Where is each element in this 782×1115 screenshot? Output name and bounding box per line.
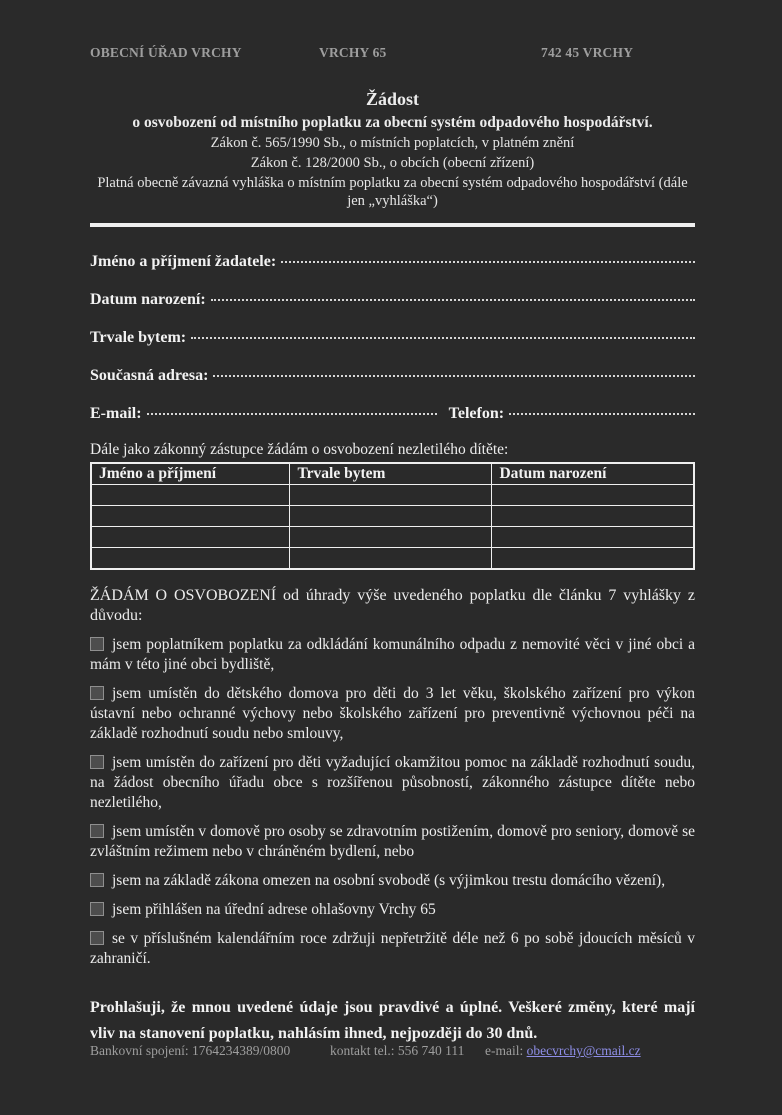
children-table-row	[91, 548, 694, 569]
footer-email-label: e-mail:	[485, 1043, 527, 1058]
permanent-address-label: Trvale bytem:	[90, 329, 187, 347]
checkbox[interactable]	[90, 755, 104, 769]
exemption-option-6	[90, 900, 695, 920]
guardian-intro-text: Dále jako zákonný zástupce žádám o osvobození nezletilého dítěte:	[90, 441, 509, 459]
field-current-address	[90, 365, 695, 386]
exemption-option-7	[90, 929, 695, 969]
exemption-option-6-label: jsem přihlášen na úřední adrese ohlašovny Vrchy 65	[112, 900, 436, 918]
header-address: VRCHY 65	[319, 45, 387, 60]
child-birthdate-cell[interactable]	[492, 506, 694, 527]
exemption-option-4-label: jsem umístěn v domově pro osoby se zdravotním postižením, domově pro seniory, domově se zvláštním režimem nebo v chráněném bydlení, nebo	[90, 822, 695, 860]
law-reference-1: Zákon č. 565/1990 Sb., o místních poplatcích, v platném znění	[210, 134, 575, 151]
exemption-option-4	[90, 822, 695, 862]
checkbox[interactable]	[90, 902, 104, 916]
applicant-name-fill-line[interactable]	[281, 261, 695, 263]
birth-date-label: Datum narození:	[90, 291, 206, 309]
permanent-address-fill-line[interactable]	[191, 337, 695, 339]
exemption-option-2	[90, 684, 695, 744]
exemption-option-1-label: jsem poplatníkem poplatku za odkládání komunálního odpadu z nemovité věci v jiné obci a mám v této jiné obci bydliště,	[90, 635, 695, 673]
child-address-cell[interactable]	[290, 527, 492, 548]
exemption-option-5-label: jsem na základě zákona omezen na osobní svobodě (s výjimkou trestu domácího vězení),	[112, 871, 666, 889]
checkbox[interactable]	[90, 873, 104, 887]
applicant-name-label: Jméno a příjmení žadatele:	[90, 253, 277, 271]
children-table-header-address: Trvale bytem	[290, 463, 492, 485]
applicant-fields	[90, 251, 695, 424]
declaration-text: Prohlašuji, že mnou uvedené údaje jsou pravdivé a úplné. Veškeré změny, které mají vliv na stanovení poplatku, nahlásím ihned, nejpozději do 30 dnů.	[90, 998, 695, 1042]
child-name-cell[interactable]	[91, 506, 290, 527]
field-birth-date	[90, 289, 695, 310]
field-permanent-address	[90, 327, 695, 348]
child-address-cell[interactable]	[290, 548, 492, 569]
children-table	[90, 462, 695, 570]
phone-label: Telefon:	[448, 405, 505, 423]
field-email-phone	[90, 403, 695, 424]
children-table-header-birthdate: Datum narození	[492, 463, 694, 485]
footer-bank-account: Bankovní spojení: 1764234389/0800	[90, 1043, 291, 1058]
children-table-row	[91, 527, 694, 548]
child-name-cell[interactable]	[91, 485, 290, 506]
field-applicant-name	[90, 251, 695, 272]
children-table-header-name: Jméno a příjmení	[91, 463, 290, 485]
child-birthdate-cell[interactable]	[492, 485, 694, 506]
footer-email	[485, 1043, 695, 1059]
document-subtitle: o osvobození od místního poplatku za obecní systém odpadového hospodářství.	[132, 113, 653, 131]
child-birthdate-cell[interactable]	[492, 527, 694, 548]
exemption-option-7-label: se v příslušném kalendářním roce zdržuji nepřetržitě déle než 6 po sobě jdoucích měsíců v zahraničí.	[90, 929, 695, 967]
children-table-row	[91, 485, 694, 506]
exemption-option-5	[90, 871, 695, 891]
header-postal-code: 742 45 VRCHY	[541, 45, 634, 60]
child-name-cell[interactable]	[91, 527, 290, 548]
child-birthdate-cell[interactable]	[492, 548, 694, 569]
header-office-name: OBECNÍ ÚŘAD VRCHY	[90, 45, 242, 60]
footer-email-link[interactable]: obecvrchy@cmail.cz	[526, 1043, 641, 1058]
email-fill-line[interactable]	[147, 413, 437, 415]
exemption-option-3	[90, 753, 695, 813]
document-header	[90, 45, 695, 61]
child-name-cell[interactable]	[91, 548, 290, 569]
decree-reference: Platná obecně závazná vyhláška o místním poplatku za obecní systém odpadového hospodářství (dále jen „vyhláška“)	[97, 175, 688, 210]
checkbox[interactable]	[90, 931, 104, 945]
exemption-intro-text: ŽÁDÁM O OSVOBOZENÍ od úhrady výše uvedeného poplatku dle článku 7 vyhlášky z důvodu:	[90, 586, 695, 624]
children-table-row	[91, 506, 694, 527]
title-block	[90, 88, 695, 210]
child-address-cell[interactable]	[290, 506, 492, 527]
child-address-cell[interactable]	[290, 485, 492, 506]
document-title: Žádost	[365, 89, 419, 109]
law-reference-2: Zákon č. 128/2000 Sb., o obcích (obecní zřízení)	[250, 155, 535, 171]
footer-contact-phone: kontakt tel.: 556 740 111	[330, 1043, 465, 1058]
phone-fill-line[interactable]	[509, 413, 695, 415]
exemption-option-2-label: jsem umístěn do dětského domova pro děti do 3 let věku, školského zařízení pro výkon ústavní nebo ochranné výchovy nebo školského zařízení pro preventivně výchovnou péči na základě rozhodnutí soudu nebo smlouvy,	[90, 684, 695, 742]
exemption-option-1	[90, 635, 695, 675]
current-address-label: Současná adresa:	[90, 367, 209, 385]
email-label: E-mail:	[90, 405, 142, 423]
checkbox[interactable]	[90, 686, 104, 700]
document-footer	[90, 1043, 695, 1059]
section-divider	[90, 223, 695, 227]
children-table-header-row	[91, 463, 694, 485]
checkbox[interactable]	[90, 637, 104, 651]
checkbox[interactable]	[90, 824, 104, 838]
current-address-fill-line[interactable]	[213, 375, 695, 377]
birth-date-fill-line[interactable]	[211, 299, 695, 301]
exemption-option-3-label: jsem umístěn do zařízení pro děti vyžadující okamžitou pomoc na základě rozhodnutí soudu, na žádost obecního úřadu obce s rozšířenou působností, zákonného zástupce dítěte nebo nezletilého,	[90, 753, 695, 811]
